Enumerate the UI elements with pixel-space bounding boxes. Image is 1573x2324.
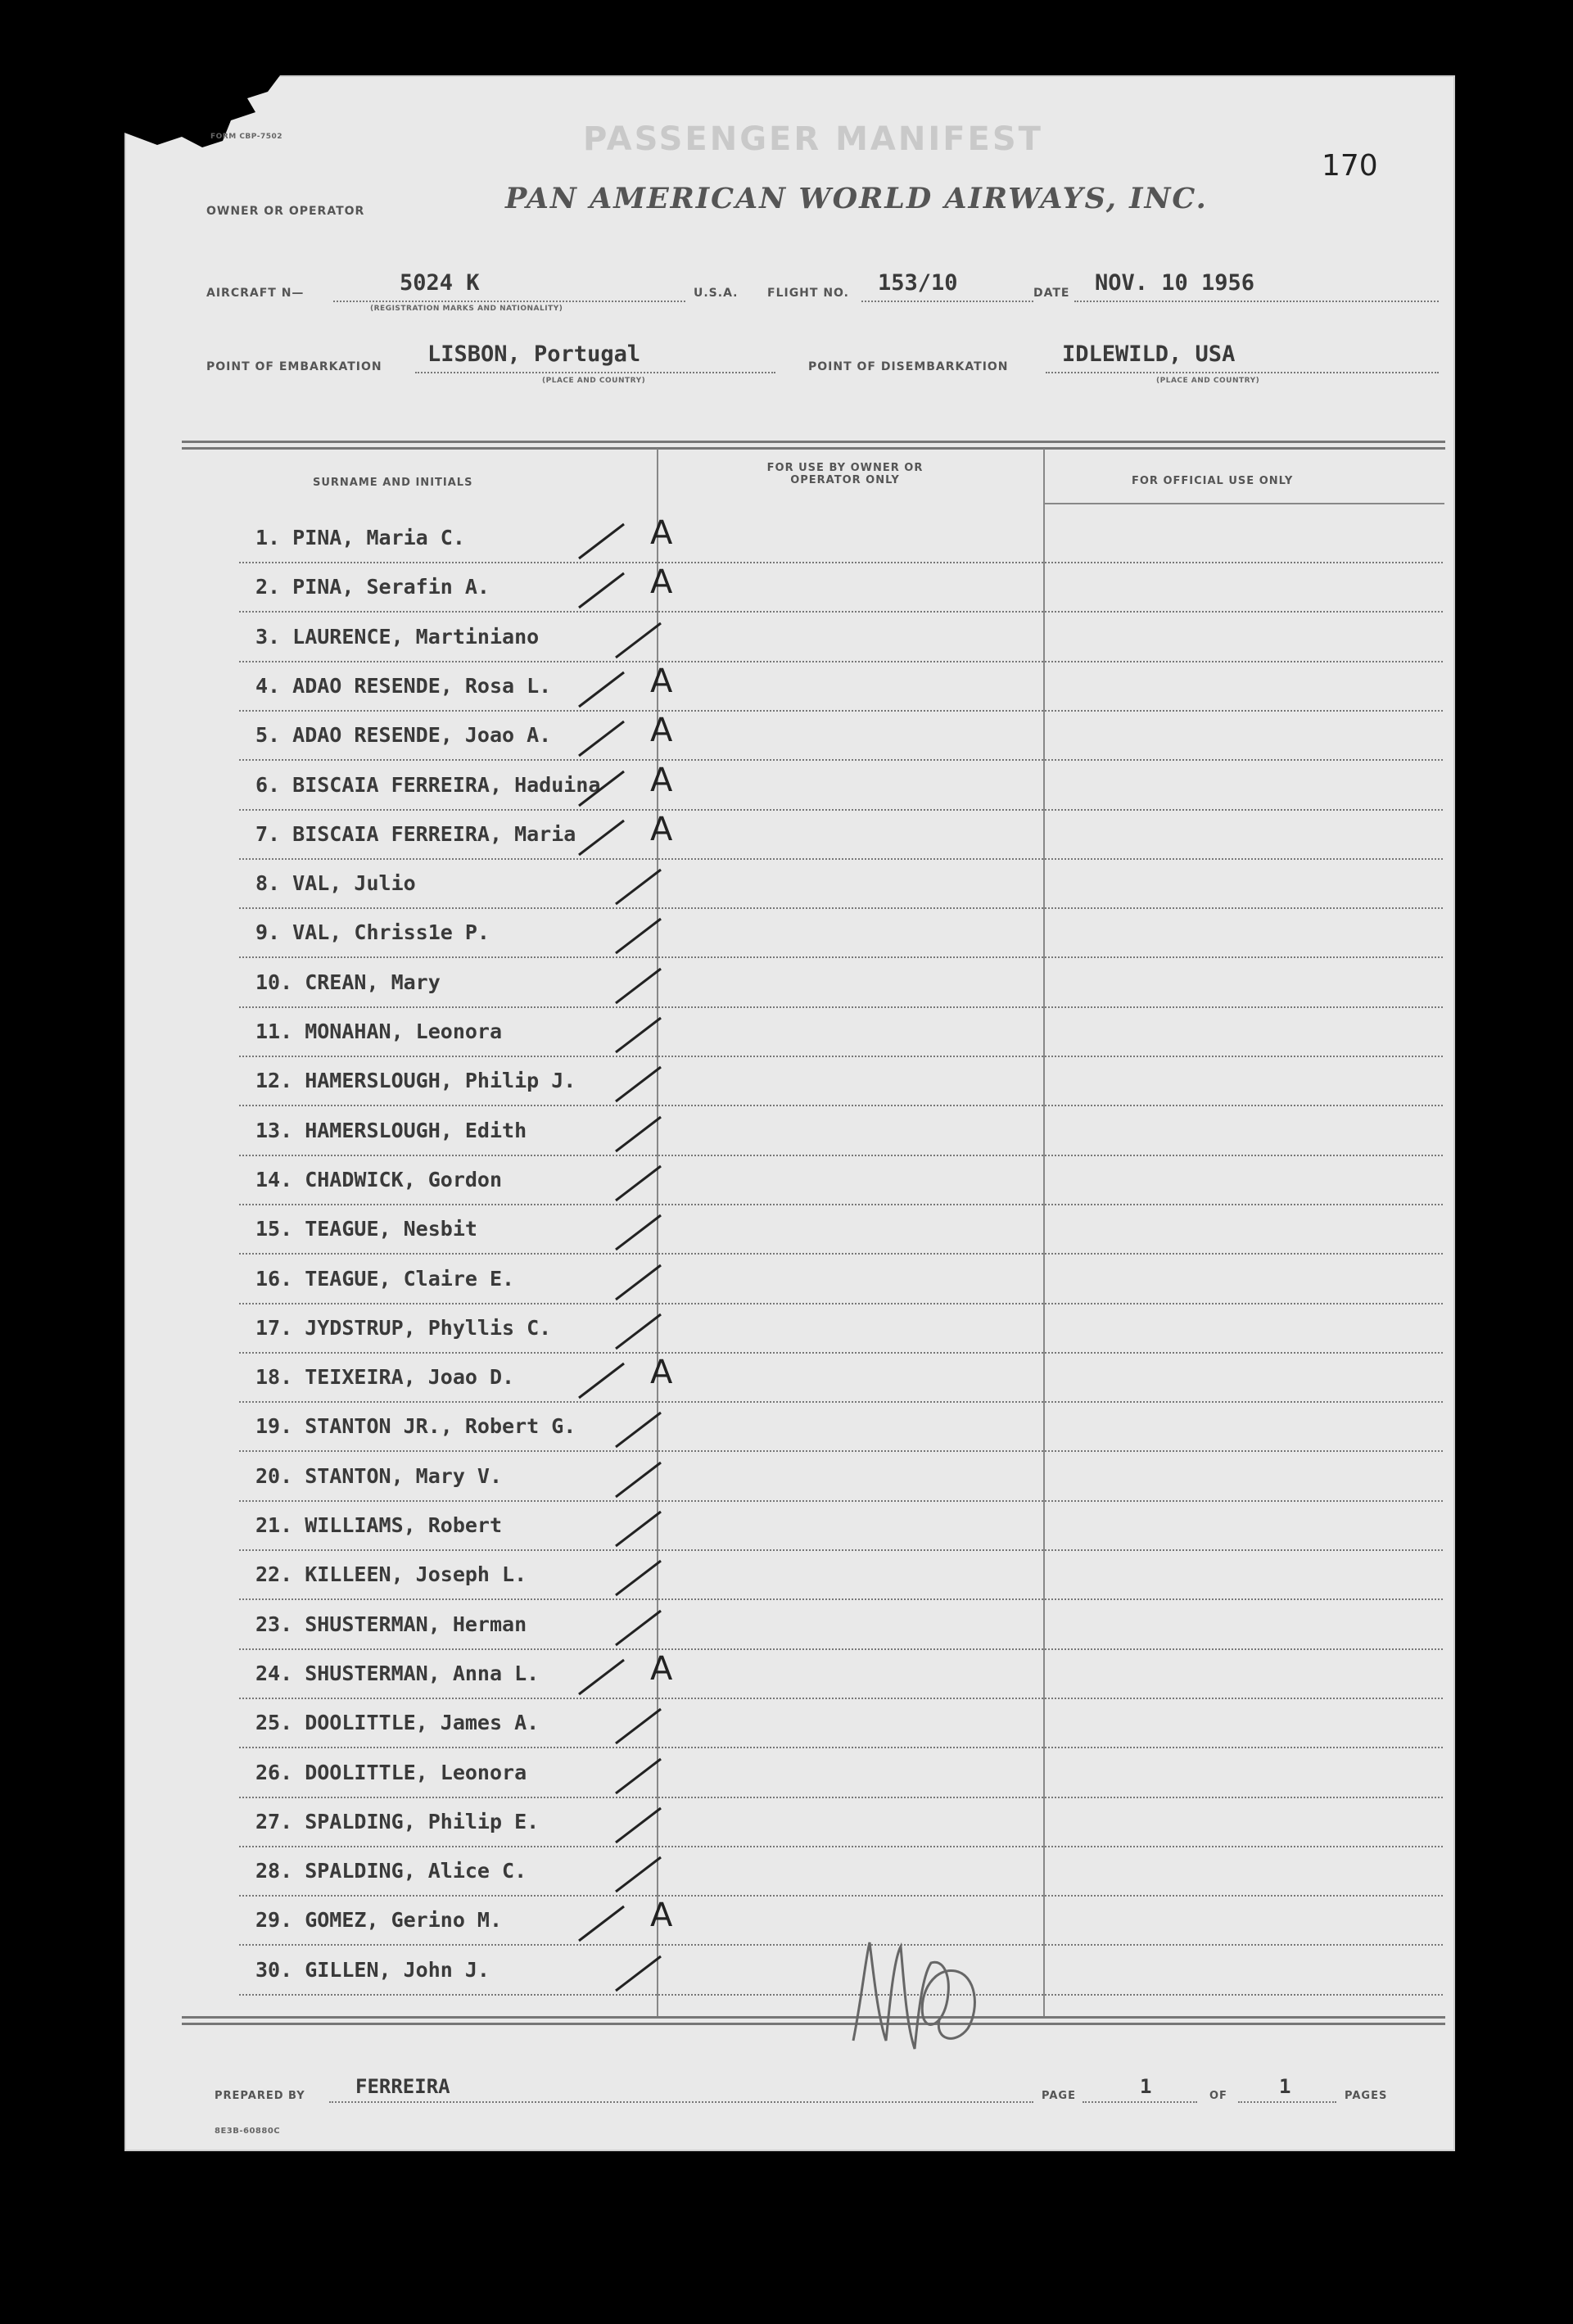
check-mark [612,617,669,666]
passenger-name: 16. TEAGUE, Claire E. [255,1266,515,1291]
passenger-name: 15. TEAGUE, Nesbit [255,1217,477,1241]
prepared-by: FERREIRA [355,2075,450,2098]
check-mark [612,1752,669,1802]
embark-place-note: (PLACE AND COUNTRY) [542,377,646,385]
registration-note: (REGISTRATION MARKS AND NATIONALITY) [370,305,563,313]
table-row [182,1156,1443,1205]
passenger-name: 5. ADAO RESENDE, Joao A. [255,723,552,748]
check-mark [612,1851,669,1900]
admission-mark: A [650,761,673,799]
check-mark [612,863,669,912]
passenger-name: 13. HAMERSLOUGH, Edith [255,1118,527,1142]
admission-mark: A [650,514,673,552]
passenger-name: 22. KILLEEN, Joseph L. [255,1562,527,1587]
check-mark [612,1604,669,1653]
table-row [182,1946,1443,1996]
table-row [182,1304,1443,1354]
aircraft-label: AIRCRAFT N— [206,287,305,300]
table-row [182,1008,1443,1057]
col-header-owner-use: FOR USE BY OWNER OR OPERATOR ONLY [766,462,924,486]
check-mark [612,1011,669,1060]
of-label: OF [1209,2090,1227,2102]
table-row [182,1551,1443,1600]
table-bottom-rule-2 [182,2023,1445,2025]
table-row [182,712,1443,761]
table-row [182,1502,1443,1551]
owner-operator: PAN AMERICAN WORLD AIRWAYS, INC. [505,182,1208,215]
passenger-name: 10. CREAN, Mary [255,970,441,994]
table-bottom-rule [182,2016,1445,2019]
check-mark [612,1209,669,1258]
form-title: PASSENGER MANIFEST [583,120,1043,158]
admission-mark: A [650,810,673,848]
form-code: 8E3B-60880C [215,2127,281,2136]
check-mark [612,1406,669,1455]
owner-label: OWNER OR OPERATOR [206,205,365,218]
passenger-name: 8. VAL, Julio [255,871,416,896]
table-row [182,1897,1443,1946]
passenger-name: 7. BISCAIA FERREIRA, Maria [255,821,576,846]
table-row [182,1749,1443,1798]
check-mark [612,1160,669,1209]
passenger-name: 3. LAURENCE, Martiniano [255,624,540,649]
corner-note: FORM CBP-7502 [210,133,283,141]
passenger-name: 11. MONAHAN, Leonora [255,1020,503,1043]
embarkation-point: LISBON, Portugal [427,341,641,367]
passenger-name: 20. STANTON, Mary V. [255,1463,503,1488]
check-mark [612,1950,669,1999]
check-mark [612,1554,669,1603]
table-row [182,1255,1443,1304]
check-mark [612,1308,669,1357]
check-mark [575,814,632,863]
passenger-name: 2. PINA, Serafin A. [255,575,490,599]
table-row [182,1847,1443,1897]
table-row [182,1798,1443,1847]
check-mark [612,962,669,1011]
admission-mark: A [650,662,673,700]
embarkation-label: POINT OF EMBARKATION [206,360,382,373]
official-signature [837,1926,1001,2057]
table-row [182,909,1443,958]
passenger-name: 30. GILLEN, John J. [255,1957,490,1982]
check-mark [575,567,632,616]
table-row [182,1354,1443,1403]
passenger-name: 29. GOMEZ, Gerino M. [255,1908,503,1933]
table-row [182,1107,1443,1156]
disembark-place-note: (PLACE AND COUNTRY) [1156,377,1260,385]
table-row [182,1650,1443,1699]
col-header-surname: SURNAME AND INITIALS [313,477,473,489]
check-mark [612,1060,669,1110]
admission-mark: A [650,1897,673,1935]
usa-label: U.S.A. [694,287,739,300]
table-row [182,662,1443,712]
passenger-name: 21. WILLIAMS, Robert [255,1513,503,1537]
passenger-name: 19. STANTON JR., Robert G. [255,1414,576,1439]
table-row [182,762,1443,811]
table-row [182,1699,1443,1748]
passenger-name: 25. DOOLITTLE, James A. [255,1711,540,1735]
passenger-name: 4. ADAO RESENDE, Rosa L. [255,673,552,698]
disembarkation-line [1046,372,1439,374]
check-mark [575,1900,632,1949]
check-mark [575,715,632,764]
table-row [182,959,1443,1008]
table-row [182,1205,1443,1255]
flight-date: NOV. 10 1956 [1095,270,1255,296]
table-row [182,860,1443,909]
passenger-name: 24. SHUSTERMAN, Anna L. [255,1661,540,1685]
date-line [1074,301,1439,303]
of-line [1238,2101,1336,2104]
table-row [182,1453,1443,1502]
passenger-name: 14. CHADWICK, Gordon [255,1167,503,1191]
page-value: 1 [1140,2075,1152,2098]
check-mark [575,666,632,715]
check-mark [575,518,632,567]
passenger-name: 23. SHUSTERMAN, Herman [255,1612,527,1636]
admission-mark: A [650,563,673,602]
manifest-page [124,75,1455,2151]
table-row [182,613,1443,662]
admission-mark: A [650,1354,673,1392]
check-mark [575,1653,632,1702]
page-label: PAGE [1042,2090,1076,2102]
page-line [1083,2101,1197,2104]
passenger-name: 12. HAMERSLOUGH, Philip J. [255,1069,576,1093]
check-mark [575,1357,632,1406]
flight-label: FLIGHT NO. [767,287,849,300]
passenger-name: 27. SPALDING, Philip E. [255,1809,540,1833]
table-row [182,514,1443,563]
check-mark [612,1456,669,1505]
table-row [182,1601,1443,1650]
table-top-rule [182,441,1445,443]
flight-line [861,301,1033,303]
torn-corner [124,75,280,165]
disembarkation-point: IDLEWILD, USA [1062,341,1236,367]
check-mark [612,1505,669,1554]
aircraft-registration: 5024 K [400,270,480,296]
table-row [182,563,1443,613]
admission-mark: A [650,1649,673,1688]
passenger-name: 26. DOOLITTLE, Leonora [255,1760,527,1784]
table-top-rule-2 [182,447,1445,450]
table-row [182,811,1443,860]
passenger-name: 1. PINA, Maria C. [255,526,465,549]
date-label: DATE [1033,287,1070,300]
passenger-name: 17. JYDSTRUP, Phyllis C. [255,1315,552,1340]
check-mark [612,1110,669,1160]
pages-label: PAGES [1345,2090,1388,2102]
prepared-line [329,2101,1033,2104]
header-bottom-rule [1043,503,1444,505]
passenger-name: 6. BISCAIA FERREIRA, Haduina [255,772,601,797]
passenger-name: 28. SPALDING, Alice C. [255,1859,527,1883]
disembarkation-label: POINT OF DISEMBARKATION [808,360,1009,373]
flight-number: 153/10 [878,270,958,296]
table-row [182,1057,1443,1106]
col-header-official-use: FOR OFFICIAL USE ONLY [1132,475,1294,487]
table-row [182,1403,1443,1452]
page-number: 170 [1322,149,1378,183]
check-mark [612,912,669,961]
check-mark [575,765,632,814]
check-mark [612,1702,669,1752]
embarkation-line [415,372,775,374]
check-mark [612,1802,669,1851]
aircraft-line [333,301,685,303]
of-value: 1 [1279,2075,1291,2098]
admission-mark: A [650,712,673,750]
prepared-by-label: PREPARED BY [215,2090,305,2102]
passenger-name: 9. VAL, Chriss1e P. [255,920,490,945]
check-mark [612,1259,669,1308]
passenger-name: 18. TEIXEIRA, Joao D. [255,1365,515,1390]
